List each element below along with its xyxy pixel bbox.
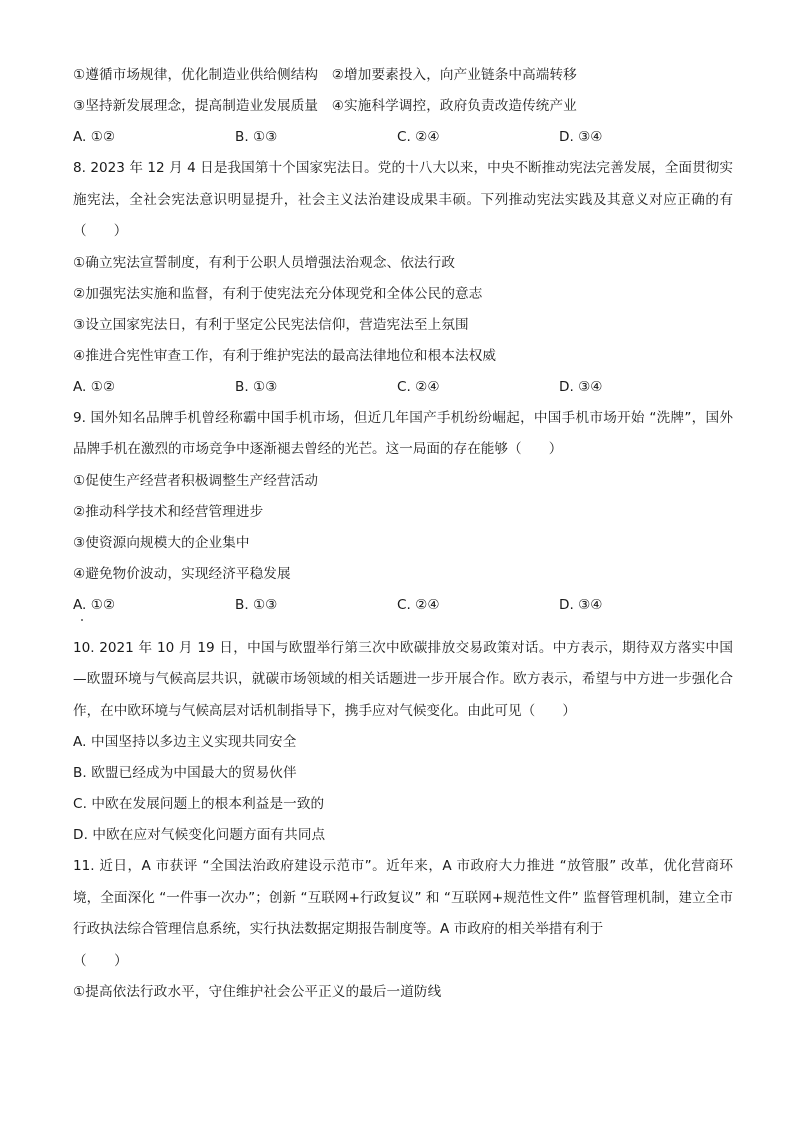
- q10-option-b: B. 欧盟已经成为中国最大的贸易伙伴: [73, 765, 297, 781]
- q8-choice-a: A. ①②: [73, 378, 116, 395]
- q10-option-d: D. 中欧在应对气候变化问题方面有共同点: [73, 827, 326, 843]
- q10-option-c: C. 中欧在发展问题上的根本利益是一致的: [73, 796, 325, 812]
- q10-option-a: A. 中国坚持以多边主义实现共同安全: [73, 734, 297, 750]
- q8-stem: 8. 2023 年 12 月 4 日是我国第十个国家宪法日。党的十八大以来，中央不断推动宪法完善发展，全面贯彻实施宪法，全社会宪法意识明显提升，社会主义法治建设成果丰硕。下列推动宪法实践及其意义对应正确的有（ ）: [73, 160, 733, 239]
- q9-choice-c: C. ②④: [397, 596, 440, 613]
- q8-option-2: ②加强宪法实施和监督，有利于使宪法充分体现党和全体公民的意志: [73, 285, 483, 302]
- q7-choice-d: D. ③④: [559, 129, 603, 145]
- q9-option-1: ①促使生产经营者积极调整生产经营活动: [73, 472, 319, 489]
- stray-dot: [81, 619, 83, 621]
- q8-option-1: ①确立宪法宣誓制度，有利于公职人员增强法治观念、依法行政: [73, 254, 456, 271]
- q8-choice-b: B. ①③: [235, 378, 278, 395]
- q10-stem: 10. 2021 年 10 月 19 日，中国与欧盟举行第三次中欧碳排放交易政策对话。中方表示，期待双方落实中国—欧盟环境与气候高层共识，就碳市场领域的相关话题进一步开展合作。欧方表示，希望与中方进一步强化合作，在中欧环境与气候高层对话机制指导下，携手应对气候变化。由此可见（ ）: [73, 639, 733, 719]
- q8-option-3: ③设立国家宪法日，有利于坚定公民宪法信仰，营造宪法至上氛围: [73, 316, 469, 333]
- q9-choice-d: D. ③④: [559, 596, 603, 613]
- q8-option-4: ④推进合宪性审查工作，有利于维护宪法的最高法律地位和根本法权威: [73, 347, 497, 364]
- q11-stem: 11. 近日，A 市获评 “全国法治政府建设示范市”。近年来，A 市政府大力推进 “放管服” 改革，优化营商环境，全面深化 “一件事一次办”；创新 “互联网+行政复议” 和 “互联网+规范性文件” 监督管理机制，建立全市行政执法综合管理信息系统，实行执法数据定期报告制度等。A 市政府的相关举措有利于: [73, 858, 733, 937]
- q9-option-3: ③使资源向规模大的企业集中: [73, 534, 250, 551]
- q8-choice-c: C. ②④: [397, 378, 440, 395]
- q7-option-line-2: ③坚持新发展理念，提高制造业发展质量 ④实施科学调控，政府负责改造传统产业: [73, 98, 577, 114]
- q9-choice-b: B. ①③: [235, 596, 278, 613]
- q8-choice-d: D. ③④: [559, 378, 603, 395]
- q7-choices: [73, 122, 733, 153]
- q7-choice-b: B. ①③: [235, 129, 278, 145]
- q9-option-2: ②推动科学技术和经营管理进步: [73, 503, 264, 520]
- q7-choice-c: C. ②④: [397, 129, 440, 145]
- q7-choice-a: A. ①②: [73, 129, 116, 145]
- exam-page: [73, 60, 733, 1008]
- q9-stem: 9. 国外知名品牌手机曾经称霸中国手机市场，但近几年国产手机纷纷崛起，中国手机市场开始 “洗牌”，国外品牌手机在激烈的市场竞争中逐渐褪去曾经的光芒。这一局面的存在能够（ ）: [73, 409, 733, 457]
- q11-stem-tail: （ ）: [73, 952, 128, 969]
- q9-choice-a: A. ①②: [73, 596, 116, 613]
- q8-choices: [73, 372, 733, 403]
- q11-option-1: ①提高依法行政水平，守住维护社会公平正义的最后一道防线: [73, 983, 442, 1000]
- q9-option-4: ④避免物价波动，实现经济平稳发展: [73, 565, 291, 582]
- q7-option-line-1: ①遵循市场规律，优化制造业供给侧结构 ②增加要素投入，向产业链条中高端转移: [73, 67, 577, 83]
- q9-choices: [73, 590, 733, 621]
